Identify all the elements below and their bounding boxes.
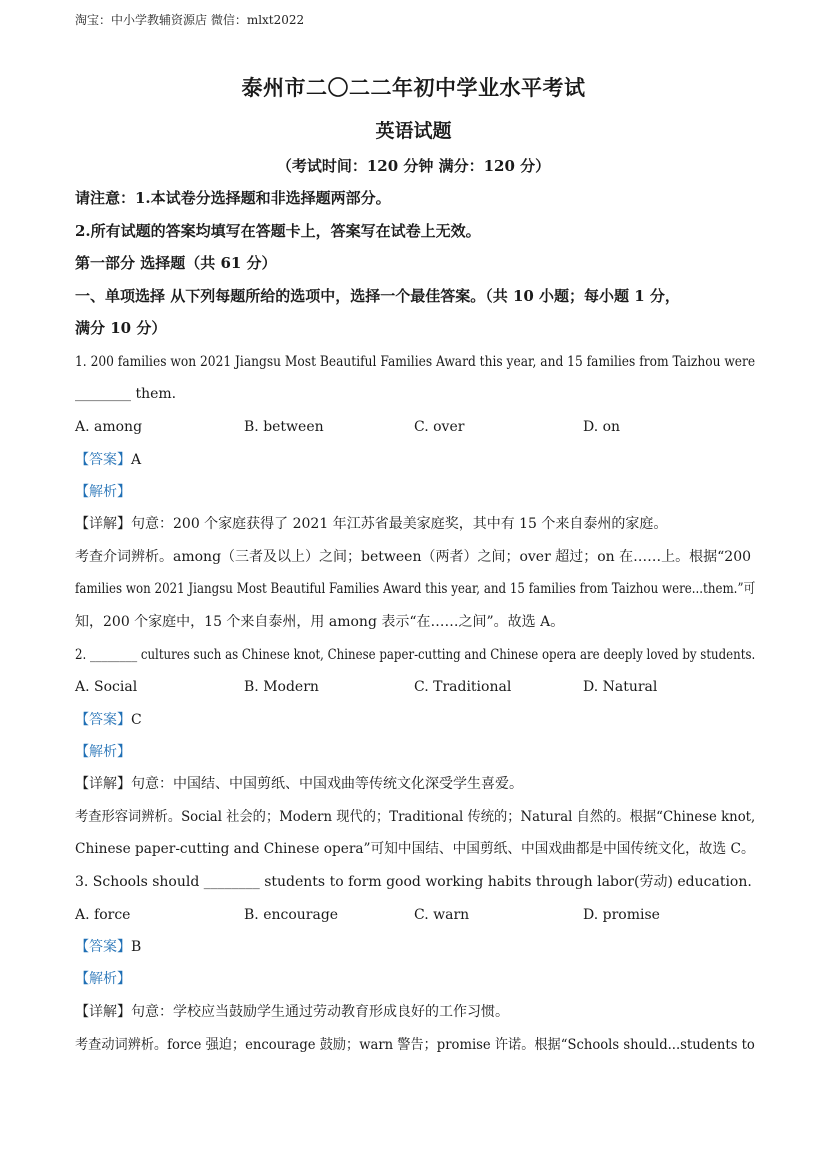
question-1-detail [75, 515, 667, 533]
question-2-option-d: D. Natural [583, 679, 658, 695]
question-1-analysis-label: 【解析】 [75, 484, 131, 500]
question-2-answer [75, 711, 142, 729]
question-1-option-d: D. on [583, 419, 621, 435]
detail-text: 句意：200 个家庭获得了 2021 年江苏省最美家庭奖，其中有 15 个来自泰州的家庭。 [131, 516, 668, 532]
section-heading: 第一部分 选择题（共 61 分） [75, 254, 277, 272]
question-2-option-b: B. Modern [244, 679, 319, 695]
question-3-option-a: A. force [75, 907, 131, 923]
answer-label: 【答案】 [75, 712, 131, 728]
question-3-option-b: B. encourage [244, 907, 339, 923]
question-1-explanation-3: 知，200 个家庭中，15 个来自泰州，用 among 表示“在……之间”。故选 A。 [75, 614, 565, 630]
question-1-option-b: B. between [244, 419, 324, 435]
question-1-option-c: C. over [414, 419, 465, 435]
question-2-detail [75, 775, 523, 793]
exam-info: （考试时间：120 分钟 满分：120 分） [276, 157, 551, 175]
question-3-stem: 3. Schools should ________ students to form good working habits through labor(劳动) education. [75, 874, 752, 890]
question-1-stem-cont: ________ them. [75, 386, 177, 402]
answer-label: 【答案】 [75, 939, 131, 955]
question-3-option-c: C. warn [414, 907, 470, 923]
question-1-stem: 1. 200 families won 2021 Jiangsu Most Beautiful Families Award this year, and 15 families from Taizhou were [75, 354, 756, 370]
question-2-explanation-2: Chinese paper-cutting and Chinese opera”可知中国结、中国剪纸、中国戏曲都是中国传统文化，故选 C。 [75, 841, 755, 857]
detail-label: 【详解】 [75, 776, 131, 792]
question-1-answer [75, 451, 141, 469]
answer-value: B [131, 939, 142, 955]
answer-value: C [131, 712, 142, 728]
question-3-analysis-label: 【解析】 [75, 971, 131, 987]
header-note: 淘宝：中小学教辅资源店 微信：mlxt2022 [75, 13, 305, 27]
question-3-explanation-1: 考查动词辨析。force 强迫；encourage 鼓励；warn 警告；promise 许诺。根据“Schools should...students to [75, 1037, 755, 1053]
question-2-option-c: C. Traditional [414, 679, 512, 695]
question-1-explanation-1: 考查介词辨析。among（三者及以上）之间；between（两者）之间；over 超过；on 在……上。根据“200 [75, 549, 752, 565]
question-2-analysis-label: 【解析】 [75, 744, 131, 760]
detail-label: 【详解】 [75, 1004, 131, 1020]
answer-label: 【答案】 [75, 452, 131, 468]
question-3-option-d: D. promise [583, 907, 660, 923]
question-1-option-a: A. among [75, 419, 143, 435]
section-instruction: 一、单项选择 从下列每题所给的选项中，选择一个最佳答案。（共 10 小题；每小题 1 分， [75, 287, 680, 305]
detail-text: 句意：中国结、中国剪纸、中国戏曲等传统文化深受学生喜爱。 [131, 776, 523, 792]
answer-value: A [131, 452, 142, 468]
subject-title: 英语试题 [375, 120, 452, 142]
notice-2: 2.所有试题的答案均填写在答题卡上，答案写在试卷上无效。 [75, 222, 481, 240]
notice-1: 请注意：1.本试卷分选择题和非选择题两部分。 [75, 189, 391, 207]
question-3-detail [75, 1003, 509, 1021]
detail-label: 【详解】 [75, 516, 131, 532]
question-3-answer [75, 938, 141, 956]
question-1-explanation-2: families won 2021 Jiangsu Most Beautiful Families Award this year, and 15 families from Taizhou were...them.”可 [75, 581, 756, 597]
exam-title: 泰州市二〇二二年初中学业水平考试 [241, 75, 586, 100]
question-2-option-a: A. Social [75, 679, 138, 695]
question-2-stem: 2. ________ cultures such as Chinese knot, Chinese paper-cutting and Chinese opera are deeply loved by students. [75, 647, 756, 663]
question-2-explanation-1: 考查形容词辨析。Social 社会的；Modern 现代的；Traditional 传统的；Natural 自然的。根据“Chinese knot, [75, 809, 756, 825]
detail-text: 句意：学校应当鼓励学生通过劳动教育形成良好的工作习惯。 [131, 1004, 509, 1020]
section-instruction-cont: 满分 10 分） [75, 319, 167, 337]
